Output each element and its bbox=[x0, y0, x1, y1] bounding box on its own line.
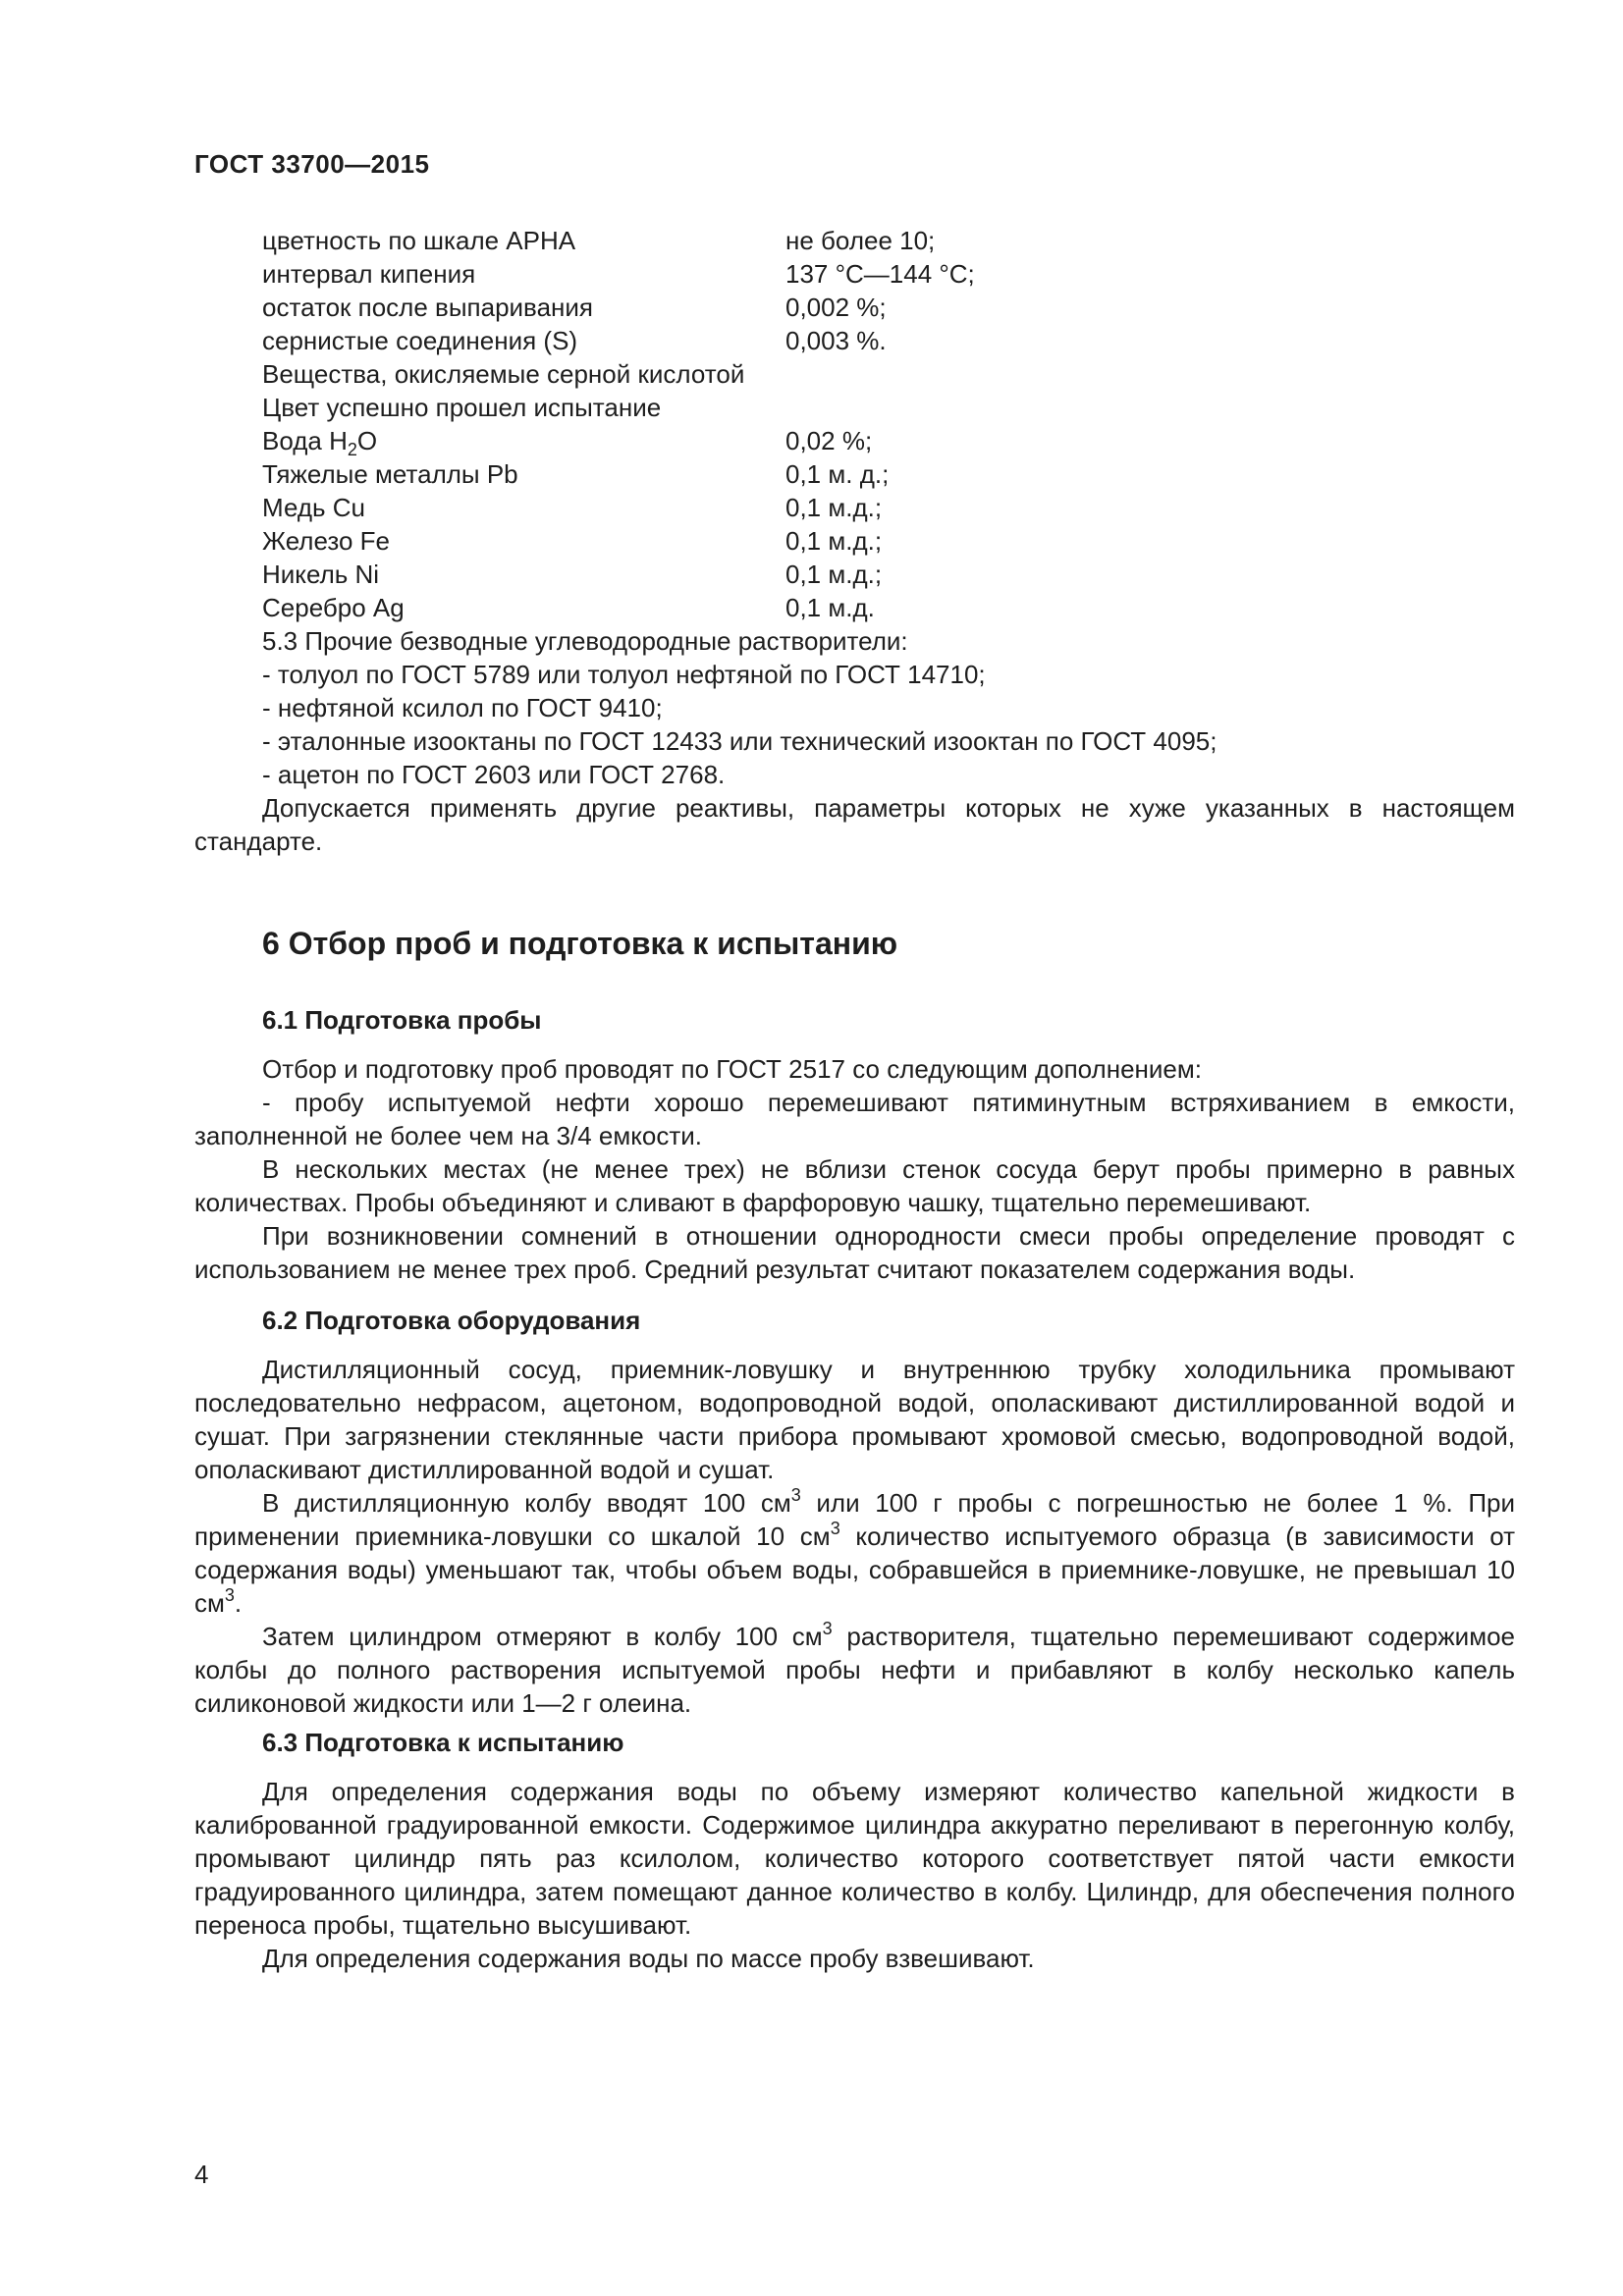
property-row bbox=[262, 491, 1539, 524]
property-value: 0,1 м. д.; bbox=[785, 459, 890, 489]
property-value: 0,1 м.д.; bbox=[785, 493, 883, 522]
paragraph: Для определения содержания воды по объему измеряют количество капельной жидкости в калиброванной градуированной емкости. Содержимое цилиндра аккуратно переливают в перегонную колбу, промывают цилиндр пять раз ксилолом, количество которого соответствует пятой части емкости градуированного цилиндра, затем помещают данное количество в колбу. Цилиндр, для обеспечения полного переноса пробы, тщательно высушивают. bbox=[194, 1777, 1515, 1940]
property-name: Вещества, окисляемые серной кислотой bbox=[262, 359, 745, 389]
text-run: количество испытуемого образца (в зависимости от содержания воды) уменьшают так, чтобы объем воды, собравшейся в приемнике-ловушке, не превышал 10 см bbox=[194, 1522, 1515, 1618]
property-value: 0,02 %; bbox=[785, 426, 873, 455]
property-name: Тяжелые металлы Pb bbox=[262, 459, 518, 489]
property-name: сернистые соединения (S) bbox=[262, 326, 578, 355]
property-row bbox=[262, 291, 1539, 324]
property-name bbox=[262, 424, 785, 457]
property-row bbox=[262, 558, 1539, 591]
property-row bbox=[262, 591, 1539, 624]
property-value: не более 10; bbox=[785, 226, 936, 255]
property-name: Медь Cu bbox=[262, 493, 366, 522]
superscript: 3 bbox=[224, 1585, 235, 1605]
property-row bbox=[262, 224, 1539, 257]
property-name: интервал кипения bbox=[262, 259, 476, 289]
text-run: Затем цилиндром отмеряют в колбу 100 см bbox=[262, 1622, 823, 1651]
subsection-title: 6.3 Подготовка к испытанию bbox=[262, 1728, 624, 1757]
solvents-block bbox=[194, 624, 1515, 858]
solvents-note: Допускается применять другие реактивы, параметры которых не хуже указанных в настоящем стандарте. bbox=[194, 793, 1515, 856]
solvent-item: - ацетон по ГОСТ 2603 или ГОСТ 2768. bbox=[262, 760, 726, 789]
paragraph: Отбор и подготовку проб проводят по ГОСТ 2517 со следующим дополнением: bbox=[262, 1054, 1202, 1084]
solvent-item: - нефтяной ксилол по ГОСТ 9410; bbox=[262, 693, 663, 722]
solvents-heading: 5.3 Прочие безводные углеводородные растворители: bbox=[262, 626, 908, 656]
property-value: 0,1 м.д.; bbox=[785, 526, 883, 556]
text-run: . bbox=[234, 1588, 243, 1618]
paragraph: В нескольких местах (не менее трех) не вблизи стенок сосуда берут пробы примерно в равных количествах. Пробы объединяют и сливают в фарфоровую чашку, тщательно перемешивают. bbox=[194, 1154, 1515, 1217]
subsection-title: 6.1 Подготовка пробы bbox=[262, 1005, 542, 1035]
paragraph bbox=[194, 1620, 1515, 1720]
superscript: 3 bbox=[790, 1485, 801, 1505]
paragraph: Дистилляционный сосуд, приемник-ловушку и внутреннюю трубку холодильника промывают последовательно нефрасом, ацетоном, водопроводной водой, ополаскивают дистиллированной водой и сушат. При загрязнении стеклянные части прибора промывают хромовой смесью, водопроводной водой, ополаскивают дистиллированной водой и сушат. bbox=[194, 1355, 1515, 1484]
property-name: цветность по шкале APHA bbox=[262, 226, 576, 255]
text-run: растворителя, тщательно перемешивают содержимое колбы до полного растворения испытуемой пробы нефти и прибавляют в колбу несколько капель силиконовой жидкости или 1—2 г олеина. bbox=[194, 1622, 1515, 1718]
water-label: Вода H bbox=[262, 426, 348, 455]
property-name: остаток после выпаривания bbox=[262, 293, 593, 322]
text-run: В дистилляционную колбу вводят 100 см bbox=[262, 1488, 791, 1518]
water-label-end: O bbox=[356, 426, 378, 455]
text-run: или 100 г пробы с погрешностью не более 1 %. При применении приемника-ловушки со шкалой 10 см bbox=[194, 1488, 1515, 1551]
property-row bbox=[262, 391, 1539, 424]
property-value: 0,1 м.д.; bbox=[785, 560, 883, 589]
section-title: 6 Отбор проб и подготовка к испытанию bbox=[262, 926, 898, 961]
document-header: ГОСТ 33700—2015 bbox=[194, 149, 430, 179]
paragraph: При возникновении сомнений в отношении однородности смеси пробы определение проводят с использованием не менее трех проб. Средний результат считают показателем содержания воды. bbox=[194, 1221, 1515, 1284]
properties-table bbox=[262, 224, 1539, 624]
solvent-item: - эталонные изооктаны по ГОСТ 12433 или технический изооктан по ГОСТ 4095; bbox=[262, 726, 1217, 756]
property-row bbox=[262, 324, 1539, 357]
subsection-6-1-body bbox=[194, 1052, 1515, 1286]
subsection-title: 6.2 Подготовка оборудования bbox=[262, 1306, 641, 1335]
property-name: Железо Fe bbox=[262, 526, 390, 556]
property-row bbox=[262, 524, 1539, 558]
subsection-6-3-body bbox=[194, 1775, 1515, 1975]
property-row bbox=[262, 257, 1539, 291]
property-row bbox=[262, 457, 1539, 491]
paragraph: Для определения содержания воды по массе пробу взвешивают. bbox=[262, 1944, 1035, 1973]
paragraph: - пробу испытуемой нефти хорошо перемешивают пятиминутным встряхиванием в емкости, заполненной не более чем на 3/4 емкости. bbox=[194, 1088, 1515, 1150]
property-value: 0,1 м.д. bbox=[785, 593, 875, 622]
property-row bbox=[262, 357, 1539, 391]
water-subscript: 2 bbox=[347, 440, 357, 459]
property-value: 0,003 %. bbox=[785, 326, 887, 355]
paragraph bbox=[194, 1486, 1515, 1620]
superscript: 3 bbox=[822, 1619, 833, 1638]
page-number: 4 bbox=[194, 2160, 209, 2189]
solvent-item: - толуол по ГОСТ 5789 или толуол нефтяной по ГОСТ 14710; bbox=[262, 660, 986, 689]
superscript: 3 bbox=[830, 1519, 840, 1538]
subsection-6-2-body bbox=[194, 1353, 1515, 1720]
property-name: Цвет успешно прошел испытание bbox=[262, 393, 662, 422]
property-value: 137 °C—144 °C; bbox=[785, 259, 975, 289]
property-name: Серебро Ag bbox=[262, 593, 405, 622]
property-row bbox=[262, 424, 1539, 457]
property-value: 0,002 %; bbox=[785, 293, 887, 322]
property-name: Никель Ni bbox=[262, 560, 380, 589]
